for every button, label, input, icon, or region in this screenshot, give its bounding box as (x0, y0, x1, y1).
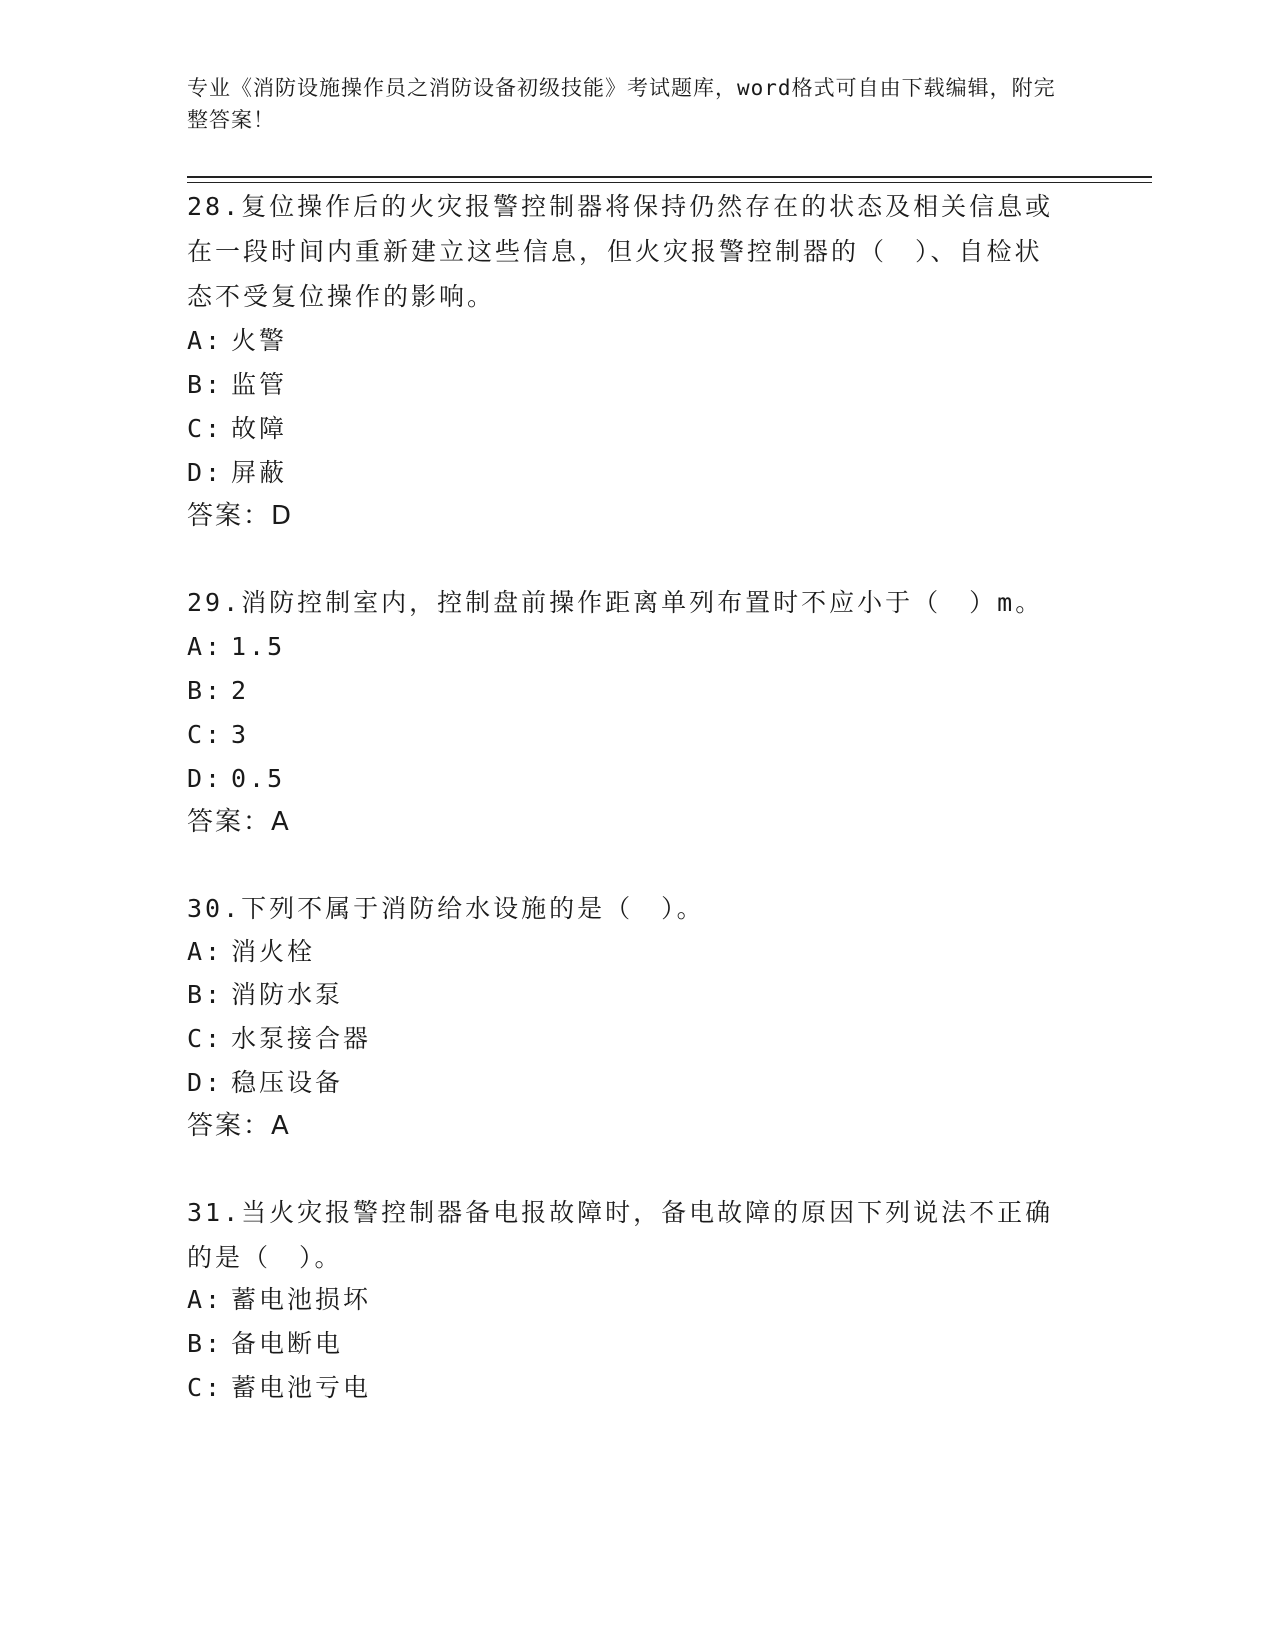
document-header: 专业《消防设施操作员之消防设备初级技能》考试题库，word格式可自由下载编辑，附完整答案！ (187, 76, 1056, 132)
option-label: A: (187, 632, 224, 661)
option-text: 消火栓 (231, 937, 316, 966)
option-text: 备电断电 (231, 1329, 344, 1358)
question-29-option-a (187, 624, 1067, 669)
question-29-option-d (187, 756, 1067, 801)
option-label: C: (187, 414, 224, 443)
option-text: 2 (231, 676, 250, 705)
question-30-answer: 答案：A (187, 1111, 291, 1141)
option-label: C: (187, 1373, 224, 1402)
option-label: C: (187, 720, 224, 749)
question-31-option-c (187, 1365, 1067, 1410)
option-label: D: (187, 1068, 224, 1097)
option-text: 1.5 (231, 632, 286, 661)
question-28-option-b (187, 362, 1067, 407)
option-label: D: (187, 458, 224, 487)
option-label: A: (187, 937, 224, 966)
question-28-option-d (187, 450, 1067, 495)
question-28-stem: 28.复位操作后的火灾报警控制器将保持仍然存在的状态及相关信息或在一段时间内重新建立这些信息，但火灾报警控制器的（ ）、自检状态不受复位操作的影响。 (187, 192, 1054, 311)
option-text: 故障 (231, 414, 288, 443)
option-text: 消防水泵 (231, 980, 344, 1009)
option-text: 屏蔽 (231, 458, 288, 487)
question-29-option-b (187, 668, 1067, 713)
option-text: 0.5 (231, 764, 286, 793)
question-30-stem: 30.下列不属于消防给水设施的是（ ）。 (187, 894, 705, 923)
option-label: A: (187, 326, 224, 355)
option-label: D: (187, 764, 224, 793)
option-text: 蓄电池亏电 (231, 1373, 372, 1402)
question-30-option-d (187, 1060, 1067, 1105)
option-text: 蓄电池损坏 (231, 1285, 372, 1314)
question-28-answer: 答案：D (187, 501, 294, 531)
option-label: B: (187, 980, 224, 1009)
question-31-option-a (187, 1277, 1067, 1322)
question-28-option-c (187, 406, 1067, 451)
header-rule (187, 176, 1152, 178)
option-label: A: (187, 1285, 224, 1314)
question-30-option-c (187, 1016, 1067, 1061)
option-text: 稳压设备 (231, 1068, 344, 1097)
question-30-option-b (187, 972, 1067, 1017)
question-29-option-c (187, 712, 1067, 757)
option-label: B: (187, 676, 224, 705)
question-31-option-b (187, 1321, 1067, 1366)
option-label: B: (187, 370, 224, 399)
option-text: 监管 (231, 370, 288, 399)
option-text: 火警 (231, 326, 288, 355)
header-rule-thin (187, 182, 1152, 183)
option-text: 水泵接合器 (231, 1024, 372, 1053)
question-28-option-a (187, 318, 1067, 363)
option-text: 3 (231, 720, 250, 749)
option-label: C: (187, 1024, 224, 1053)
question-30-option-a (187, 929, 1067, 974)
question-29-answer: 答案：A (187, 807, 291, 837)
option-label: B: (187, 1329, 224, 1358)
question-29-stem: 29.消防控制室内，控制盘前操作距离单列布置时不应小于（ ）m。 (187, 588, 1044, 617)
question-31-stem: 31.当火灾报警控制器备电报故障时，备电故障的原因下列说法不正确的是（ ）。 (187, 1198, 1054, 1272)
